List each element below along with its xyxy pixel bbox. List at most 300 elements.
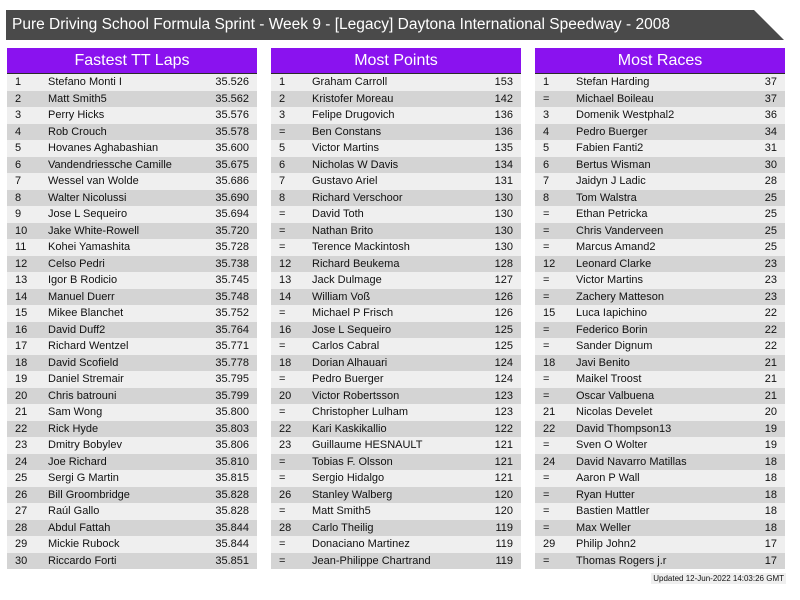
- table-row: [535, 107, 785, 124]
- row-position: =: [279, 224, 286, 237]
- row-position: 3: [543, 109, 550, 121]
- row-position: =: [279, 472, 286, 484]
- driver-name: Raúl Gallo: [48, 505, 100, 517]
- row-position: 13: [279, 274, 292, 286]
- row-value: 122: [494, 422, 513, 435]
- row-position: =: [543, 92, 550, 105]
- table-row: [271, 272, 521, 289]
- table-row: [535, 289, 785, 306]
- row-value: 35.806: [215, 439, 249, 451]
- panel-title: Fastest TT Laps: [7, 48, 257, 74]
- driver-name: Nathan Brito: [312, 224, 374, 237]
- table-row: [271, 74, 521, 91]
- panel-title: Most Points: [271, 48, 521, 74]
- table-row: [271, 107, 521, 124]
- driver-name: Oscar Valbuena: [576, 389, 655, 402]
- driver-name: David Navarro Matillas: [576, 455, 687, 468]
- row-value: 35.675: [215, 158, 249, 171]
- row-value: 37: [764, 76, 777, 88]
- row-value: 35.828: [215, 488, 249, 501]
- driver-name: Maikel Troost: [576, 373, 642, 385]
- driver-name: Luca Iapichino: [576, 307, 647, 319]
- driver-name: Victor Martins: [312, 142, 380, 154]
- leaderboard-list: [7, 74, 257, 569]
- table-row: [535, 322, 785, 339]
- table-row: [7, 520, 257, 537]
- row-position: =: [279, 538, 286, 550]
- table-row: [7, 239, 257, 256]
- row-value: 35.851: [215, 554, 249, 567]
- row-value: 25: [764, 224, 777, 237]
- row-position: 1: [15, 76, 22, 88]
- table-row: [7, 553, 257, 570]
- row-position: 28: [279, 521, 292, 534]
- table-row: [271, 140, 521, 157]
- row-position: 16: [279, 323, 292, 336]
- driver-name: David Scofield: [48, 356, 119, 369]
- row-value: 124: [494, 356, 513, 369]
- driver-name: Stefano Monti I: [48, 76, 122, 88]
- row-value: 31: [764, 142, 777, 154]
- row-position: =: [279, 455, 286, 468]
- table-row: [271, 454, 521, 471]
- driver-name: David Toth: [312, 208, 364, 220]
- table-row: [271, 289, 521, 306]
- driver-name: Jean-Philippe Chartrand: [312, 554, 431, 567]
- row-value: 35.799: [215, 389, 249, 402]
- table-row: [271, 173, 521, 190]
- table-row: [535, 239, 785, 256]
- row-position: 7: [15, 175, 22, 187]
- driver-name: Terence Mackintosh: [312, 241, 410, 253]
- driver-name: Kohei Yamashita: [48, 241, 131, 253]
- table-row: [7, 322, 257, 339]
- row-position: 6: [15, 158, 22, 171]
- row-value: 22: [764, 323, 777, 336]
- row-position: 21: [15, 406, 28, 418]
- row-position: 10: [15, 224, 28, 237]
- table-row: [7, 437, 257, 454]
- row-value: 124: [494, 373, 513, 385]
- row-value: 119: [495, 538, 513, 550]
- row-value: 21: [764, 356, 777, 369]
- table-row: [271, 322, 521, 339]
- row-position: 26: [279, 488, 292, 501]
- row-position: =: [279, 307, 286, 319]
- row-value: 126: [494, 290, 513, 303]
- row-value: 35.738: [215, 257, 249, 270]
- row-value: 131: [494, 175, 513, 187]
- table-row: [7, 173, 257, 190]
- driver-name: Jose L Sequeiro: [312, 323, 392, 336]
- table-row: [535, 173, 785, 190]
- table-row: [7, 124, 257, 141]
- row-position: 20: [279, 389, 292, 402]
- driver-name: Mickie Rubock: [48, 538, 120, 550]
- table-row: [535, 536, 785, 553]
- driver-name: Thomas Rogers j.r: [576, 554, 667, 567]
- driver-name: Jack Dulmage: [312, 274, 382, 286]
- row-value: 126: [494, 307, 513, 319]
- table-row: [271, 355, 521, 372]
- table-row: [535, 437, 785, 454]
- driver-name: Pedro Buerger: [312, 373, 384, 385]
- table-row: [7, 487, 257, 504]
- row-value: 35.771: [215, 340, 249, 352]
- row-value: 136: [494, 109, 513, 121]
- row-value: 153: [494, 76, 513, 88]
- driver-name: Ethan Petricka: [576, 208, 648, 220]
- row-position: =: [543, 439, 550, 451]
- driver-name: Guillaume HESNAULT: [312, 439, 423, 451]
- row-value: 35.562: [215, 92, 249, 105]
- table-row: [535, 520, 785, 537]
- table-row: [271, 404, 521, 421]
- row-position: =: [543, 224, 550, 237]
- driver-name: Bastien Mattler: [576, 505, 650, 517]
- row-position: =: [279, 340, 286, 352]
- row-position: 22: [15, 422, 28, 435]
- row-value: 35.828: [215, 505, 249, 517]
- row-position: 16: [15, 323, 28, 336]
- table-row: [7, 503, 257, 520]
- row-value: 119: [495, 521, 513, 534]
- row-value: 25: [764, 208, 777, 220]
- table-row: [535, 305, 785, 322]
- row-value: 18: [764, 521, 777, 534]
- driver-name: Matt Smith5: [312, 505, 371, 517]
- table-row: [535, 223, 785, 240]
- row-value: 35.844: [215, 521, 249, 534]
- row-position: 26: [15, 488, 28, 501]
- driver-name: Fabien Fanti2: [576, 142, 644, 154]
- row-value: 35.600: [215, 142, 249, 154]
- table-row: [7, 404, 257, 421]
- row-position: =: [543, 521, 550, 534]
- row-value: 119: [495, 554, 513, 567]
- row-position: 23: [279, 439, 292, 451]
- table-row: [271, 338, 521, 355]
- row-position: 27: [15, 505, 28, 517]
- row-value: 21: [764, 389, 777, 402]
- row-position: 18: [15, 356, 28, 369]
- row-value: 128: [494, 257, 513, 270]
- table-row: [7, 371, 257, 388]
- driver-name: Carlo Theilig: [312, 521, 374, 534]
- row-position: =: [279, 125, 286, 138]
- row-value: 19: [764, 422, 777, 435]
- row-position: 23: [15, 439, 28, 451]
- driver-name: Graham Carroll: [312, 76, 388, 88]
- row-position: 13: [15, 274, 28, 286]
- row-position: 15: [543, 307, 556, 319]
- row-position: 18: [543, 356, 556, 369]
- row-value: 130: [494, 224, 513, 237]
- table-row: [7, 272, 257, 289]
- row-value: 37: [764, 92, 777, 105]
- row-value: 127: [494, 274, 513, 286]
- table-row: [271, 503, 521, 520]
- row-value: 142: [494, 92, 513, 105]
- row-position: 11: [15, 241, 27, 253]
- table-row: [535, 355, 785, 372]
- panel-fastest-tt-laps: [7, 48, 257, 569]
- row-value: 130: [494, 191, 513, 204]
- table-row: [271, 371, 521, 388]
- driver-name: Pedro Buerger: [576, 125, 648, 138]
- driver-name: Celso Pedri: [48, 257, 105, 270]
- driver-name: Domenik Westphal2: [576, 109, 675, 121]
- row-position: =: [279, 208, 286, 220]
- row-value: 123: [494, 389, 513, 402]
- row-position: 5: [279, 142, 286, 154]
- row-position: =: [543, 472, 550, 484]
- row-value: 22: [764, 340, 777, 352]
- row-position: 29: [15, 538, 28, 550]
- table-row: [7, 107, 257, 124]
- row-value: 23: [764, 257, 777, 270]
- row-value: 23: [764, 274, 777, 286]
- row-value: 17: [764, 554, 777, 567]
- driver-name: Kari Kaskikallio: [312, 422, 387, 435]
- driver-name: Christopher Lulham: [312, 406, 408, 418]
- driver-name: Sven O Wolter: [576, 439, 648, 451]
- table-row: [7, 74, 257, 91]
- driver-name: Hovanes Aghabashian: [48, 142, 159, 154]
- driver-name: Marcus Amand2: [576, 241, 656, 253]
- row-value: 125: [494, 340, 513, 352]
- table-row: [7, 470, 257, 487]
- row-position: 24: [15, 455, 28, 468]
- driver-name: Tobias F. Olsson: [312, 455, 393, 468]
- table-row: [7, 454, 257, 471]
- row-value: 19: [764, 439, 777, 451]
- table-row: [7, 206, 257, 223]
- table-row: [7, 140, 257, 157]
- driver-name: Walter Nicolussi: [48, 191, 127, 204]
- driver-name: Chris Vanderveen: [576, 224, 664, 237]
- row-value: 30: [764, 158, 777, 171]
- row-position: =: [543, 274, 550, 286]
- row-value: 28: [764, 175, 777, 187]
- table-row: [271, 124, 521, 141]
- row-position: 4: [543, 125, 550, 138]
- driver-name: Stefan Harding: [576, 76, 650, 88]
- driver-name: Kristofer Moreau: [312, 92, 394, 105]
- row-position: 12: [15, 257, 28, 270]
- driver-name: Manuel Duerr: [48, 290, 115, 303]
- row-value: 35.745: [215, 274, 249, 286]
- row-position: 5: [543, 142, 550, 154]
- row-position: 9: [15, 208, 22, 220]
- table-row: [535, 124, 785, 141]
- table-row: [271, 256, 521, 273]
- row-position: 8: [543, 191, 550, 204]
- row-value: 18: [764, 455, 777, 468]
- table-row: [7, 91, 257, 108]
- row-value: 22: [764, 307, 777, 319]
- row-value: 35.720: [215, 224, 249, 237]
- table-row: [535, 388, 785, 405]
- row-value: 35.728: [215, 241, 249, 253]
- driver-name: Rick Hyde: [48, 422, 99, 435]
- row-position: 21: [543, 406, 556, 418]
- driver-name: Zachery Matteson: [576, 290, 665, 303]
- row-position: 2: [15, 92, 22, 105]
- row-value: 130: [494, 241, 513, 253]
- table-row: [7, 157, 257, 174]
- row-value: 35.576: [215, 109, 249, 121]
- table-row: [7, 289, 257, 306]
- updated-timestamp: Updated 12-Jun-2022 14:03:26 GMT: [653, 574, 784, 583]
- driver-name: Max Weller: [576, 521, 631, 534]
- table-row: [535, 404, 785, 421]
- row-value: 35.578: [215, 125, 249, 138]
- driver-name: Felipe Drugovich: [312, 109, 395, 121]
- driver-name: Richard Beukema: [312, 257, 400, 270]
- row-value: 35.803: [215, 422, 249, 435]
- row-position: 29: [543, 538, 556, 550]
- driver-name: Riccardo Forti: [48, 554, 117, 567]
- table-row: [271, 223, 521, 240]
- driver-name: Michael P Frisch: [312, 307, 394, 319]
- page-header: [6, 10, 784, 40]
- row-position: =: [543, 373, 550, 385]
- row-position: 15: [15, 307, 28, 319]
- table-row: [535, 421, 785, 438]
- driver-name: Nicholas W Davis: [312, 158, 399, 171]
- row-position: 2: [279, 92, 286, 105]
- driver-name: Philip John2: [576, 538, 636, 550]
- row-value: 25: [764, 241, 777, 253]
- table-row: [535, 553, 785, 570]
- row-value: 35.752: [215, 307, 249, 319]
- row-value: 120: [494, 488, 513, 501]
- row-value: 35.800: [215, 406, 249, 418]
- driver-name: Joe Richard: [48, 455, 107, 468]
- table-row: [271, 421, 521, 438]
- row-position: 12: [543, 257, 556, 270]
- table-row: [535, 206, 785, 223]
- row-value: 35.810: [215, 455, 249, 468]
- row-value: 135: [494, 142, 513, 154]
- table-row: [271, 470, 521, 487]
- table-row: [535, 470, 785, 487]
- row-position: 8: [15, 191, 22, 204]
- driver-name: David Duff2: [48, 323, 106, 336]
- driver-name: Carlos Cabral: [312, 340, 380, 352]
- row-position: 6: [543, 158, 550, 171]
- driver-name: Michael Boileau: [576, 92, 654, 105]
- table-row: [535, 157, 785, 174]
- table-row: [271, 437, 521, 454]
- driver-name: Jake White-Rowell: [48, 224, 140, 237]
- driver-name: Victor Martins: [576, 274, 644, 286]
- table-row: [7, 355, 257, 372]
- driver-name: Gustavo Ariel: [312, 175, 378, 187]
- row-position: =: [543, 241, 550, 253]
- row-value: 18: [764, 488, 777, 501]
- panel-most-points: [271, 48, 521, 569]
- row-value: 120: [494, 505, 513, 517]
- panel-most-races: [535, 48, 785, 569]
- row-position: =: [279, 241, 286, 253]
- page-title: Pure Driving School Formula Sprint - Week 9 - [Legacy] Daytona International Speedway - 2008: [12, 16, 670, 33]
- table-row: [271, 553, 521, 570]
- row-value: 121: [494, 439, 513, 451]
- row-value: 134: [494, 158, 513, 171]
- driver-name: Victor Robertsson: [312, 389, 400, 402]
- row-value: 125: [494, 323, 513, 336]
- row-position: 4: [15, 125, 22, 138]
- row-position: 1: [279, 76, 286, 88]
- driver-name: Aaron P Wall: [576, 472, 640, 484]
- row-position: 22: [543, 422, 556, 435]
- table-row: [271, 487, 521, 504]
- row-value: 35.778: [215, 356, 249, 369]
- driver-name: Abdul Fattah: [48, 521, 111, 534]
- row-value: 18: [764, 472, 777, 484]
- row-value: 35.748: [215, 290, 249, 303]
- driver-name: Javi Benito: [576, 356, 630, 369]
- table-row: [7, 536, 257, 553]
- row-position: 14: [279, 290, 292, 303]
- driver-name: Federico Borin: [576, 323, 648, 336]
- row-value: 17: [764, 538, 777, 550]
- table-row: [7, 190, 257, 207]
- row-position: =: [279, 554, 286, 567]
- row-position: 18: [279, 356, 292, 369]
- driver-name: Igor B Rodicio: [48, 274, 118, 286]
- row-position: 22: [279, 422, 292, 435]
- driver-name: Sander Dignum: [576, 340, 653, 352]
- row-position: 8: [279, 191, 286, 204]
- row-position: 20: [15, 389, 28, 402]
- table-row: [535, 338, 785, 355]
- row-position: =: [279, 373, 286, 385]
- driver-name: Rob Crouch: [48, 125, 107, 138]
- driver-name: Perry Hicks: [48, 109, 105, 121]
- table-row: [271, 305, 521, 322]
- table-row: [7, 305, 257, 322]
- table-row: [271, 536, 521, 553]
- driver-name: David Thompson13: [576, 422, 672, 435]
- row-position: =: [543, 323, 550, 336]
- row-value: 18: [764, 505, 777, 517]
- driver-name: Leonard Clarke: [576, 257, 652, 270]
- driver-name: Matt Smith5: [48, 92, 107, 105]
- table-row: [7, 223, 257, 240]
- driver-name: Jose L Sequeiro: [48, 208, 128, 220]
- row-position: 28: [15, 521, 28, 534]
- table-row: [271, 388, 521, 405]
- row-position: =: [543, 208, 550, 220]
- driver-name: Mikee Blanchet: [48, 307, 124, 319]
- row-value: 35.694: [215, 208, 249, 220]
- table-row: [271, 91, 521, 108]
- row-position: =: [543, 554, 550, 567]
- table-row: [535, 272, 785, 289]
- table-row: [535, 140, 785, 157]
- row-position: 3: [15, 109, 22, 121]
- table-row: [535, 190, 785, 207]
- leaderboard-list: [535, 74, 785, 569]
- row-value: 130: [494, 208, 513, 220]
- driver-name: Bertus Wisman: [576, 158, 651, 171]
- table-row: [535, 487, 785, 504]
- row-position: 25: [15, 472, 28, 484]
- driver-name: Sam Wong: [48, 406, 103, 418]
